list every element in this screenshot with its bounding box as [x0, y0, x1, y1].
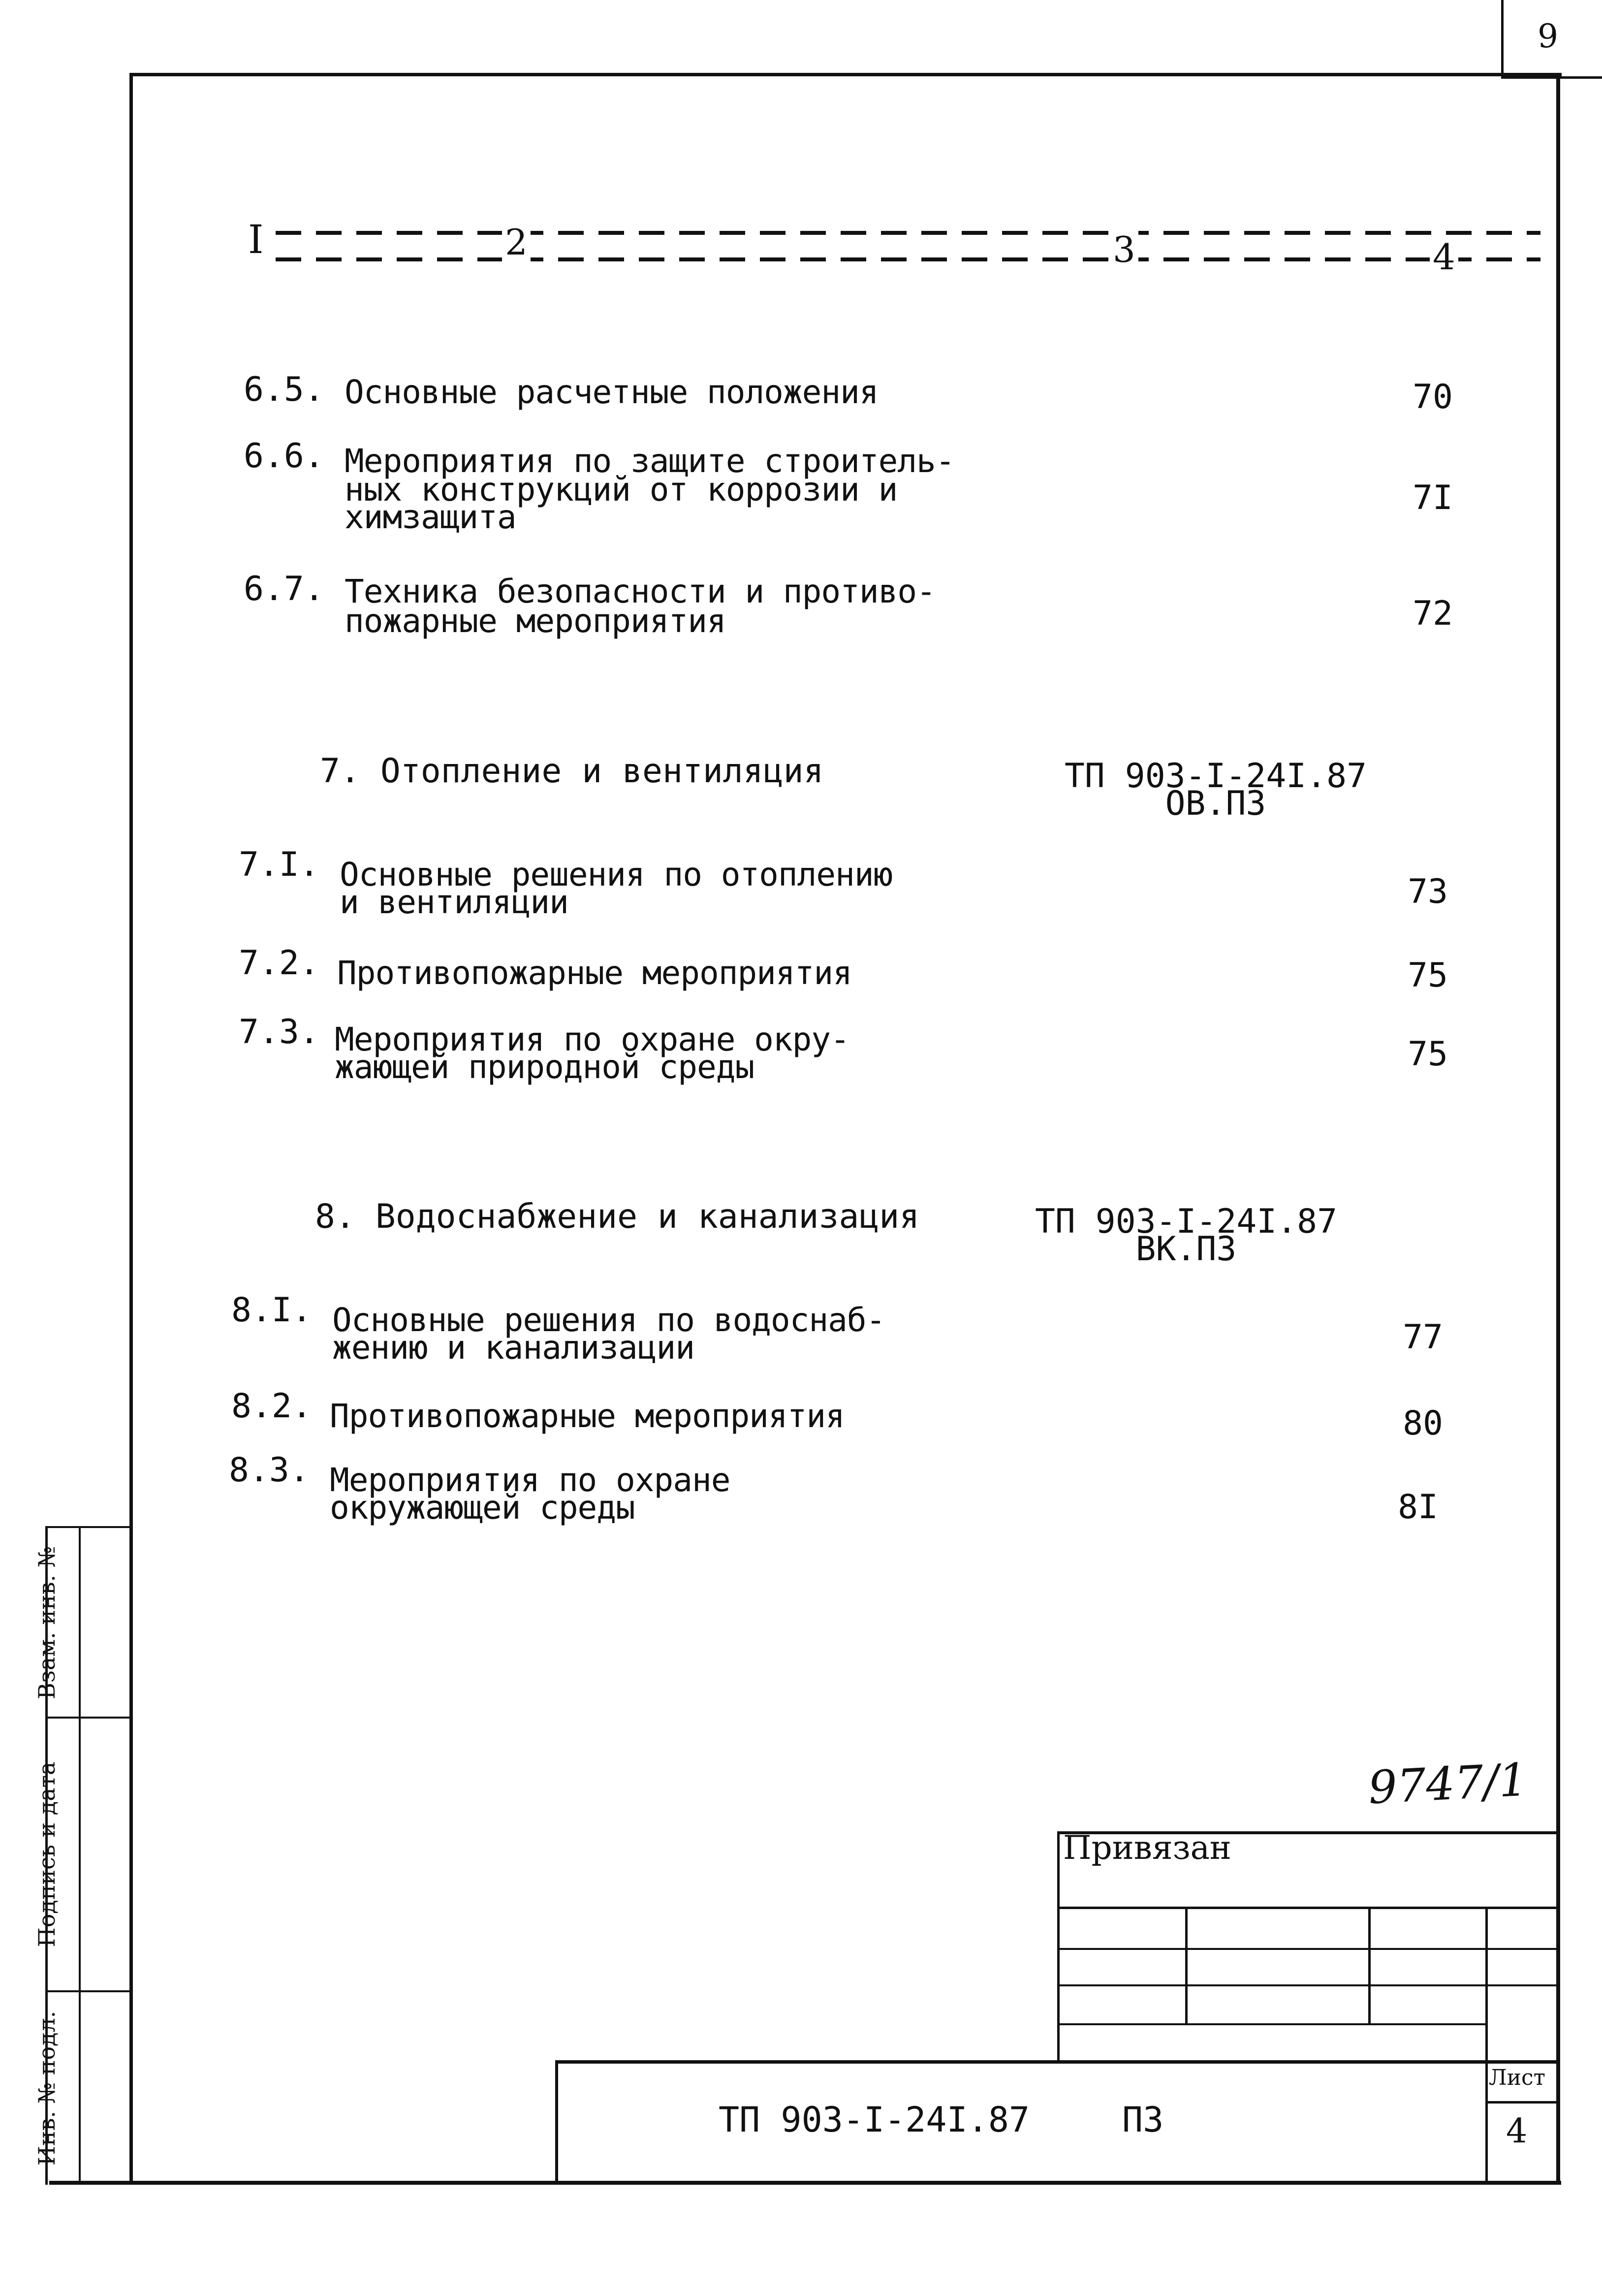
sheet-label-divider — [1485, 2101, 1560, 2104]
document-suffix: ПЗ — [1122, 2100, 1164, 2140]
side-label-vzam-inv: Взам. инв. № — [33, 1546, 60, 1699]
stamp-privyazan-label: Привязан — [1063, 1829, 1231, 1867]
entry-7-2-page: 75 — [1408, 956, 1448, 995]
title-block-left — [555, 2060, 558, 2185]
entry-6-5-number: 6.5. — [244, 370, 324, 409]
dashed-lines — [276, 224, 1540, 283]
entry-6-5-text: Основные расчетные положения — [345, 373, 879, 411]
sheet-label: Лист — [1489, 2065, 1546, 2090]
frame-right — [1556, 73, 1560, 2185]
entry-7-1-number: 7.I. — [239, 845, 319, 884]
title-block-top — [555, 2060, 1559, 2064]
section-7-code: ТП 903-I-24I.87 ОВ.ПЗ — [1064, 757, 1367, 823]
entry-6-7-text: Техника безопасности и противо- пожарные мероприятия — [345, 573, 936, 640]
entry-7-2-text: Противопожарные мероприятия — [337, 954, 852, 992]
entry-7-3-number: 7.3. — [239, 1013, 319, 1052]
stamp-row-1 — [1057, 1907, 1560, 1909]
entry-8-3-number: 8.3. — [229, 1451, 310, 1490]
handwritten-number: 9747/1 — [1367, 1753, 1529, 1815]
entry-6-7-page: 72 — [1413, 594, 1453, 633]
side-label-inv-podl: Инв. № подл. — [33, 2010, 60, 2166]
side-label-podpis-data: Подпись и дата — [33, 1761, 60, 1947]
entry-6-6-page: 7I — [1413, 478, 1453, 517]
stamp-row-2 — [1057, 1948, 1560, 1950]
side-column-top — [45, 1526, 131, 1528]
corner-box-bottom — [1501, 76, 1602, 79]
entry-6-5-page: 70 — [1413, 378, 1453, 416]
section-7-title: 7. Отопление и вентиляция — [320, 752, 824, 791]
frame-bottom — [49, 2181, 1561, 2185]
stamp-left — [1057, 1831, 1060, 2063]
entry-8-2-number: 8.2. — [231, 1387, 312, 1426]
stamp-col-3 — [1485, 1907, 1488, 2185]
entry-8-1-page: 77 — [1403, 1318, 1443, 1357]
section-8-code: ТП 903-I-24I.87 ВК.ПЗ — [1035, 1202, 1338, 1269]
side-column-divider — [79, 1526, 81, 2185]
entry-8-1-text: Основные решения по водоснаб- жению и канализации — [332, 1301, 885, 1367]
page-corner-number: 9 — [1538, 17, 1558, 55]
entry-6-6-number: 6.6. — [244, 437, 324, 476]
entry-7-2-number: 7.2. — [239, 944, 319, 983]
entry-6-7-number: 6.7. — [244, 570, 324, 608]
header-dash-row — [276, 224, 1540, 283]
stamp-col-1 — [1185, 1907, 1188, 2025]
entry-8-2-page: 80 — [1403, 1404, 1443, 1443]
stamp-col-2 — [1368, 1907, 1371, 2025]
header-col-2: 2 — [502, 222, 531, 263]
document-code: ТП 903-I-24I.87 — [719, 2100, 1030, 2140]
entry-7-1-text: Основные решения по отоплению и вентиляции — [340, 856, 893, 921]
stamp-row-4 — [1057, 2023, 1486, 2025]
entry-7-3-text: Мероприятия по охране окру- жающей природной среды — [335, 1020, 849, 1086]
header-col-4: 4 — [1430, 236, 1458, 278]
entry-6-6-text: Мероприятия по защите строитель- ных конструкций от коррозии и химзащита — [345, 442, 955, 536]
section-8-title: 8. Водоснабжение и канализация — [315, 1197, 920, 1236]
entry-8-3-text: Мероприятия по охране окружающей среды — [330, 1461, 730, 1527]
side-row-1 — [45, 1717, 131, 1719]
entry-8-3-page: 8I — [1398, 1488, 1438, 1527]
stamp-row-3 — [1057, 1984, 1560, 1986]
side-row-2 — [45, 1990, 131, 1992]
sheet-number: 4 — [1506, 2112, 1528, 2151]
frame-top — [129, 73, 1562, 76]
entry-7-3-page: 75 — [1408, 1035, 1448, 1074]
entry-7-1-page: 73 — [1408, 872, 1448, 911]
frame-left — [129, 73, 133, 2185]
corner-box-left — [1501, 0, 1504, 79]
header-col-1: I — [245, 217, 267, 262]
entry-8-2-text: Противопожарные мероприятия — [330, 1397, 845, 1435]
entry-8-1-number: 8.I. — [231, 1291, 312, 1330]
header-col-3: 3 — [1110, 229, 1138, 270]
